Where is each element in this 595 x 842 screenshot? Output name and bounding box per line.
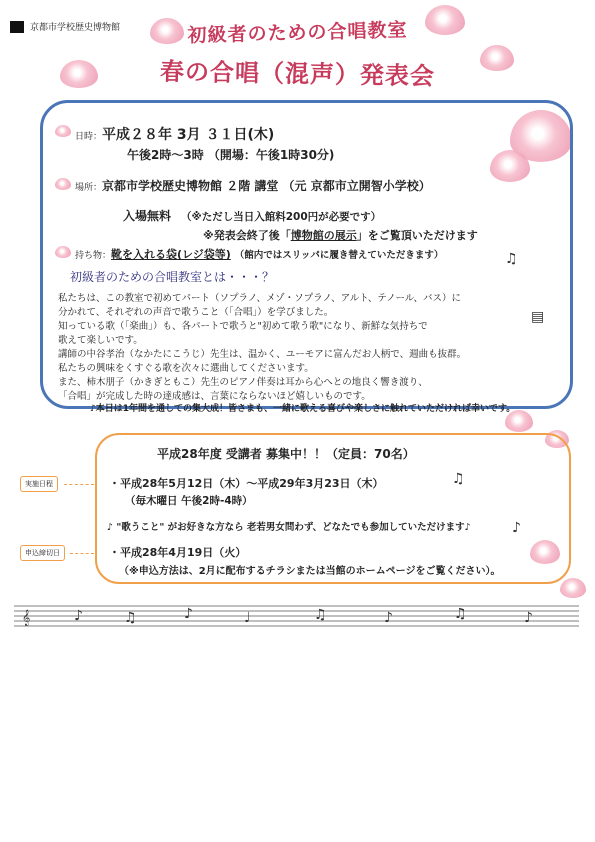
schedule-tag: 実施日程: [20, 476, 58, 492]
music-note-icon: ♪: [512, 520, 521, 536]
event-date: 平成２８年 3月 ３１日(木): [102, 127, 275, 143]
cherry-blossom-icon: [60, 60, 98, 88]
recruitment-box: [95, 433, 571, 584]
about-title: 初級者のための合唱教室とは・・・？: [70, 270, 275, 284]
svg-text:♪: ♪: [74, 608, 83, 624]
about-line: 私たちは、この教室で初めてパート（ソプラノ、メゾ・ソプラノ、アルト、テノール、バス）に: [58, 293, 461, 304]
date-label: 日時：: [75, 132, 103, 142]
svg-text:♩: ♩: [244, 610, 251, 626]
svg-text:♪: ♪: [184, 606, 193, 622]
place-label: 場所：: [75, 183, 103, 193]
bring-note: （館内ではスリッパに履き替えていただきます）: [234, 250, 444, 261]
event-title: 春の合唱（混声）発表会: [159, 57, 436, 91]
cherry-blossom-icon: [150, 18, 184, 44]
music-note-icon: ♫: [505, 251, 518, 267]
deadline-date: ・平成28年4月19日（火）: [109, 546, 247, 559]
svg-text:♫: ♫: [314, 607, 327, 623]
schedule-dates: ・平成28年5月12日（木）～平成29年3月23日（木）: [109, 477, 384, 490]
deadline-tag: 申込締切日: [20, 545, 65, 561]
about-line: 「合唱」が完成した時の達成感は、言葉にならないほど嬉しいものです。: [58, 391, 371, 402]
blossom-bullet-icon: [55, 246, 71, 258]
bring-label: 持ち物：: [75, 251, 112, 261]
music-note-icon: ♫: [452, 471, 465, 487]
svg-text:♫: ♫: [124, 610, 137, 626]
svg-text:𝄞: 𝄞: [22, 610, 31, 626]
header-org: 京都市学校歴史博物館: [10, 20, 120, 33]
admission-fee: 入場無料: [123, 209, 172, 223]
about-line: また、柿木朋子（かきぎともこ）先生のピアノ伴奏は耳から心へとの地良く響き渡り、: [58, 377, 428, 388]
blossom-bullet-icon: [55, 125, 71, 137]
about-line: 知っている歌（「楽曲」）も、各パートで歌うと"初めて歌う歌"になり、新鮮な気持ちで: [58, 321, 428, 332]
eligibility-note: ♪ "歌うこと" がお好きな方なら 老若男女問わず、どなたでも参加していただけます♪: [107, 522, 471, 533]
svg-text:♪: ♪: [524, 610, 533, 626]
application-method: （※申込方法は、2月に配布するチラシまたは当館のホームページをご覧ください）。: [119, 566, 501, 577]
music-stand-icon: ▤: [531, 309, 545, 325]
blossom-bullet-icon: [55, 178, 71, 190]
about-line: 分かれて、それぞれの声音で歌うこと（「合唱」）を学びました。: [58, 307, 334, 318]
music-staff-divider: [14, 600, 579, 630]
schedule-time: （毎木曜日 午後2時-4時）: [125, 495, 253, 507]
svg-text:♫: ♫: [454, 606, 467, 622]
bring-item: 靴を入れる袋(レジ袋等): [111, 248, 231, 261]
cherry-blossom-icon: [425, 5, 465, 35]
event-time: 午後2時～3時 （開場：午後1時30分): [127, 148, 335, 162]
event-subtitle: 初級者のための合唱教室: [187, 19, 408, 47]
cherry-blossom-icon: [480, 45, 514, 71]
event-place: 京都市学校歴史博物館 ２階 講堂 （元 京都市立開智小学校）: [102, 179, 431, 193]
tag-connector: [64, 484, 94, 485]
closing-message: ♪本日は1年間を通しての集大成！皆さまも、一緒に歌える喜びや楽しさに触れていただければ幸いです。: [90, 404, 516, 414]
museum-exhibit-note: ※発表会終了後「 博物館の展示 」をご覧頂いただけます: [203, 229, 478, 242]
cherry-blossom-icon: [560, 578, 586, 598]
recruit-title: 平成28年度 受講者 募集中！！（定員：70名）: [157, 447, 415, 461]
about-line: 講師の中谷孝治（なかたにこうじ）先生は、温かく、ユーモアに富んだお人柄で、週曲も抜群。: [58, 349, 467, 360]
fee-note: （※ただし当日入館料200円が必要です）: [181, 211, 382, 223]
about-line: 私たちの興味をくすぐる歌を次々に選曲してくださいます。: [58, 363, 314, 374]
tag-connector: [70, 553, 94, 554]
svg-text:♪: ♪: [384, 610, 393, 626]
about-line: 歌えて楽しいです。: [58, 335, 143, 346]
